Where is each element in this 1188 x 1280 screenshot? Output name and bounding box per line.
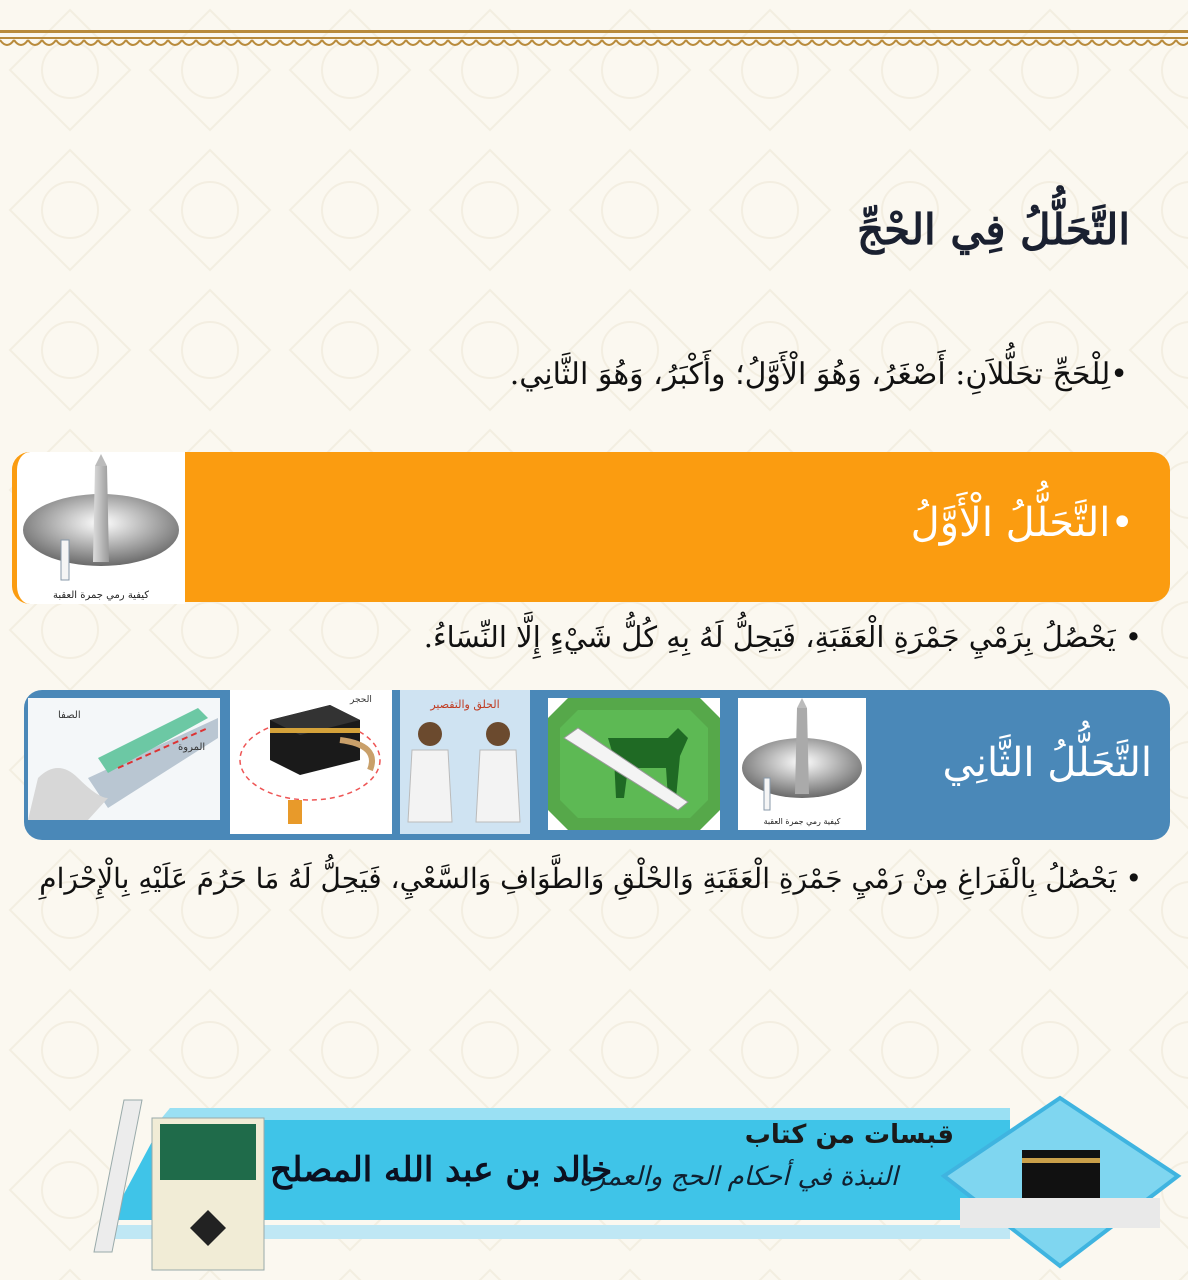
- scallop: [854, 40, 868, 45]
- scallop: [994, 40, 1008, 45]
- second-release-title: التَّحَلُّلُ الثَّانِي: [942, 740, 1152, 786]
- scallop: [966, 40, 980, 45]
- scallop: [630, 40, 644, 45]
- second-release-description: • يَحْصُلُ بِالْفَرَاغِ مِنْ رَمْيِ جَمْرَةِ الْعَقَبَةِ وَالحْلْقِ وَالطَّوَافِ وَالسَّعْيِ، فَيَحِلُّ لَهُ مَا حَرُمَ عَلَيْهِ بِالْإِحْرَامِ: [39, 862, 1142, 895]
- scallop: [336, 40, 350, 45]
- scallop: [14, 40, 28, 45]
- scallop: [462, 40, 476, 45]
- scallop: [1106, 40, 1120, 45]
- intro-text: •لِلْحَجِّ تحَلُّلاَنِ: أَصْغَرُ، وَهُوَ الْأَوَّلُ؛ وأَكْبَرُ، وَهُوَ الثَّانِي.: [509, 357, 1128, 392]
- scallop: [266, 40, 280, 45]
- footer-quote-label: قبسات من كتاب: [744, 1120, 954, 1150]
- scallop: [476, 40, 490, 45]
- scallop: [168, 40, 182, 45]
- scallop: [98, 40, 112, 45]
- scallop: [616, 40, 630, 45]
- scallop: [574, 40, 588, 45]
- scallop: [0, 40, 14, 45]
- scallop: [1008, 40, 1022, 45]
- sacrifice-image: [548, 698, 720, 830]
- scallop: [126, 40, 140, 45]
- scallop: [1022, 40, 1036, 45]
- scallop: [252, 40, 266, 45]
- scallop: [910, 40, 924, 45]
- scallop: [1120, 40, 1134, 45]
- scallop: [294, 40, 308, 45]
- scallop: [770, 40, 784, 45]
- scallop: [812, 40, 826, 45]
- safa-marwa-image: [28, 698, 220, 820]
- scallop: [448, 40, 462, 45]
- scallop: [938, 40, 952, 45]
- scallop: [504, 40, 518, 45]
- scallop: [742, 40, 756, 45]
- jamarat-caption: كيفية رمي جمرة العقبة: [52, 590, 150, 601]
- scallop: [308, 40, 322, 45]
- scallop: [588, 40, 602, 45]
- scallop: [434, 40, 448, 45]
- scallop: [182, 40, 196, 45]
- scallop: [84, 40, 98, 45]
- scallop: [602, 40, 616, 45]
- scallop: [1148, 40, 1162, 45]
- scallop: [644, 40, 658, 45]
- scallop: [1092, 40, 1106, 45]
- scallop: [210, 40, 224, 45]
- scallop: [714, 40, 728, 45]
- scallop: [686, 40, 700, 45]
- halq-caption: الحلق والتقصير: [430, 698, 500, 711]
- scallop: [546, 40, 560, 45]
- scallop: [826, 40, 840, 45]
- scallop: [406, 40, 420, 45]
- jamarat-caption-second: كيفية رمي جمرة العقبة: [763, 817, 841, 826]
- scallop: [784, 40, 798, 45]
- scallop: [322, 40, 336, 45]
- safa-label: الصفا: [58, 710, 81, 721]
- scallop: [672, 40, 686, 45]
- scallop: [1134, 40, 1148, 45]
- scallop: [364, 40, 378, 45]
- scallop: [224, 40, 238, 45]
- scallop: [868, 40, 882, 45]
- scallop: [280, 40, 294, 45]
- halq-image: [400, 690, 530, 834]
- scallop: [896, 40, 910, 45]
- scallop: [196, 40, 210, 45]
- scallop: [924, 40, 938, 45]
- scallop: [1162, 40, 1176, 45]
- scallop: [1176, 40, 1188, 45]
- first-release-description: • يَحْصُلُ بِرَمْيِ جَمْرَةِ الْعَقَبَةِ، فَيَحِلُّ لَهُ بِهِ كُلُّ شَيْءٍ إِلَّا النِّسَاءُ.: [423, 620, 1142, 654]
- scallop: [70, 40, 84, 45]
- first-release-title: •التَّحَلُّلُ الْأَوَّلُ: [910, 500, 1134, 546]
- scallop: [728, 40, 742, 45]
- scallop: [518, 40, 532, 45]
- scallop: [840, 40, 854, 45]
- scallop: [238, 40, 252, 45]
- scallop: [560, 40, 574, 45]
- scallop: [1036, 40, 1050, 45]
- marwa-label: المروة: [178, 742, 206, 753]
- scallop: [1078, 40, 1092, 45]
- footer-book-title: النبذة في أحكام الحج والعمرة: [579, 1162, 898, 1192]
- scallop: [154, 40, 168, 45]
- scallop: [980, 40, 994, 45]
- scallop: [420, 40, 434, 45]
- scallop: [378, 40, 392, 45]
- scallop: [490, 40, 504, 45]
- top-ornament-border: [0, 0, 1188, 60]
- scallop: [42, 40, 56, 45]
- first-release-banner: [12, 452, 1170, 602]
- scallop: [756, 40, 770, 45]
- scallop: [28, 40, 42, 45]
- scallop: [112, 40, 126, 45]
- tawaf-image: [230, 690, 392, 834]
- scallop: [392, 40, 406, 45]
- scallop: [532, 40, 546, 45]
- jamarat-image: [12, 452, 185, 604]
- page-title: التَّحَلُّلُ فِي الحْجِّ: [857, 205, 1130, 254]
- scallop: [1064, 40, 1078, 45]
- jamarat-image-second: [738, 698, 866, 830]
- scallop: [882, 40, 896, 45]
- scallop: [140, 40, 154, 45]
- scallop: [1050, 40, 1064, 45]
- jamarat-illustration: [17, 452, 185, 604]
- kaaba-label: الحجر: [350, 695, 372, 705]
- footer-author: خالد بن عبد الله المصلح: [270, 1150, 613, 1190]
- scallop: [658, 40, 672, 45]
- scallop: [700, 40, 714, 45]
- scallop: [952, 40, 966, 45]
- scallop: [798, 40, 812, 45]
- scallop: [56, 40, 70, 45]
- scallop: [350, 40, 364, 45]
